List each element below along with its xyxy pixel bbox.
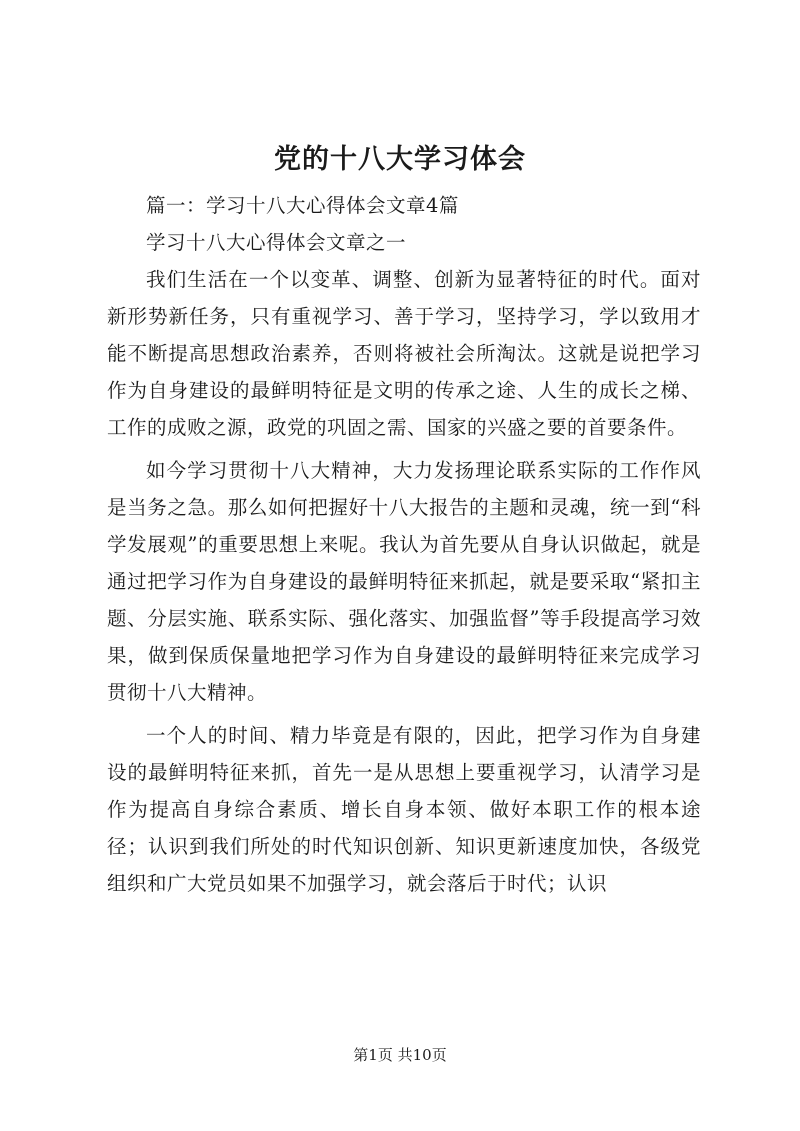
page-title: 党的十八大学习体会	[274, 144, 526, 175]
paragraph-3: 一个人的时间、精力毕竟是有限的，因此，把学习作为自身建设的最鲜明特征来抓，首先一是从思想上要重视学习，认清学习是作为提高自身综合素质、增长自身本领、做好本职工作的根本途径；认识到我们所处的时代知识创新、知识更新速度加快，各级党组织和广大党员如果不加强学习，就会落后于时代；认识	[107, 724, 701, 895]
section-heading: 篇一：学习十八大心得体会文章4篇	[146, 194, 459, 217]
document-body	[107, 187, 701, 908]
paragraph-1: 我们生活在一个以变革、调整、创新为显著特征的时代。面对新形势新任务，只有重视学习、善于学习，坚持学习，学以致用才能不断提高思想政治素养，否则将被社会所淘汰。这就是说把学习作为自身建设的最鲜明特征是文明的传承之途、人生的成长之梯、工作的成败之源，政党的巩固之需、国家的兴盛之要的首要条件。	[107, 268, 701, 439]
page-number-footer: 第1页 共10页	[353, 1046, 447, 1064]
paragraph-2: 如今学习贯彻十八大精神，大力发扬理论联系实际的工作作风是当务之急。那么如何把握好十八大报告的主题和灵魂，统一到“科学发展观”的重要思想上来呢。我认为首先要从自身认识做起，就是通过把学习作为自身建设的最鲜明特征来抓起，就是要采取“紧扣主题、分层实施、联系实际、强化落实、加强监督”等手段提高学习效果，做到保质保量地把学习作为自身建设的最鲜明特征来完成学习贯彻十八大精神。	[107, 459, 701, 704]
article-subheading: 学习十八大心得体会文章之一	[146, 231, 407, 254]
